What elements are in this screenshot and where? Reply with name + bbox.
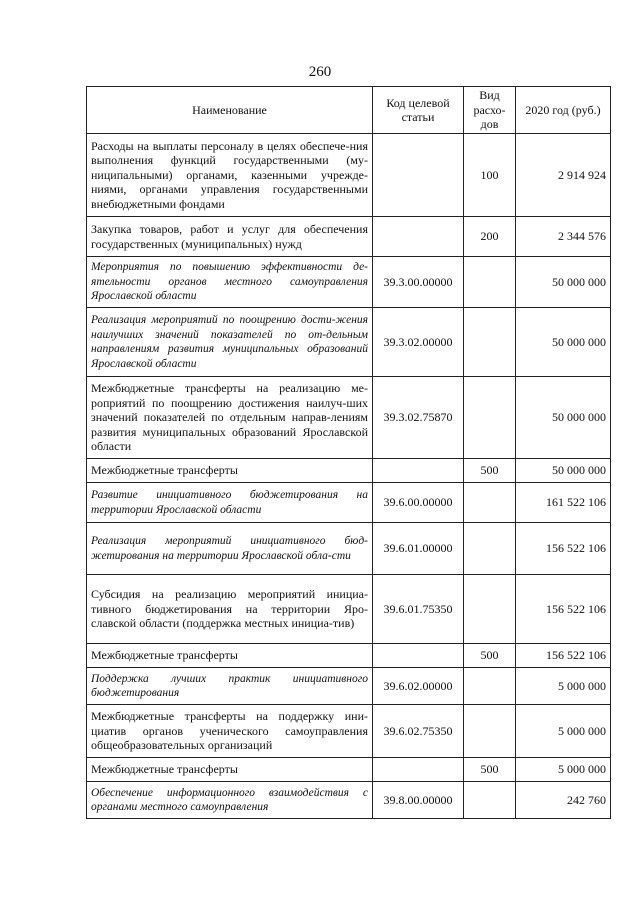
table-row — [87, 257, 611, 308]
row-name: Обеспечение информационного взаимодействия с органами местного самоуправления — [87, 782, 373, 819]
row-name: Мероприятия по повышению эффективности де-ятельности органов местного самоуправления Ярославской области — [87, 257, 373, 308]
table-row — [87, 758, 611, 782]
row-type — [464, 483, 516, 523]
row-name: Межбюджетные трансферты на поддержку ини-циатив органов ученического самоуправления общеобразовательных организаций — [87, 705, 373, 758]
row-name: Расходы на выплаты персоналу в целях обеспече-ния выполнения функций государственными (му-ниципальными) органами, казенными учрежде-ниями, органами управления государственными внебюджетными фондами — [87, 134, 373, 217]
row-type — [464, 523, 516, 575]
row-name: Субсидия на реализацию мероприятий инициа-тивного бюджетирования на территории Яро-славской области (поддержка местных инициа-тив) — [87, 575, 373, 644]
row-name: Межбюджетные трансферты — [87, 644, 373, 668]
table-row — [87, 668, 611, 705]
row-code: 39.3.02.75870 — [373, 377, 464, 459]
row-type: 100 — [464, 134, 516, 217]
header-amount: 2020 год (руб.) — [516, 87, 611, 134]
row-type: 500 — [464, 758, 516, 782]
row-code: 39.3.00.00000 — [373, 257, 464, 308]
row-code — [373, 217, 464, 257]
page-number: 260 — [308, 64, 332, 80]
row-amount: 242 760 — [516, 782, 611, 819]
table-row — [87, 782, 611, 819]
table-row — [87, 377, 611, 459]
row-amount: 50 000 000 — [516, 459, 611, 483]
table-row — [87, 483, 611, 523]
row-name: Закупка товаров, работ и услуг для обеспечения государственных (муниципальных) нужд — [87, 217, 373, 257]
table-row — [87, 575, 611, 644]
table-row — [87, 308, 611, 377]
row-code: 39.6.02.75350 — [373, 705, 464, 758]
row-code: 39.3.02.00000 — [373, 308, 464, 377]
row-amount: 50 000 000 — [516, 377, 611, 459]
header-code: Код целевой статьи — [373, 87, 464, 134]
row-amount: 156 522 106 — [516, 575, 611, 644]
header-type: Вид расхо-дов — [464, 87, 516, 134]
table-row — [87, 705, 611, 758]
row-type — [464, 377, 516, 459]
row-amount: 161 522 106 — [516, 483, 611, 523]
row-name: Реализация мероприятий инициативного бюд-жетирования на территории Ярославской обла-сти — [87, 523, 373, 575]
row-amount: 50 000 000 — [516, 308, 611, 377]
row-name: Межбюджетные трансферты — [87, 459, 373, 483]
row-code: 39.8.00.00000 — [373, 782, 464, 819]
row-type — [464, 782, 516, 819]
row-type: 500 — [464, 459, 516, 483]
table-row — [87, 644, 611, 668]
row-amount: 50 000 000 — [516, 257, 611, 308]
row-code — [373, 134, 464, 217]
row-type — [464, 705, 516, 758]
row-type — [464, 308, 516, 377]
row-code — [373, 459, 464, 483]
row-type: 200 — [464, 217, 516, 257]
row-name: Развитие инициативного бюджетирования на территории Ярославской области — [87, 483, 373, 523]
row-amount: 5 000 000 — [516, 705, 611, 758]
header-name: Наименование — [87, 87, 373, 134]
row-name: Межбюджетные трансферты — [87, 758, 373, 782]
row-code: 39.6.01.00000 — [373, 523, 464, 575]
row-amount: 2 344 576 — [516, 217, 611, 257]
row-code — [373, 644, 464, 668]
row-code — [373, 758, 464, 782]
row-name: Реализация мероприятий по поощрению дости-жения наилучших значений показателей по от-дельным направлениям развития муниципальных образований Ярославской области — [87, 308, 373, 377]
row-type: 500 — [464, 644, 516, 668]
row-amount: 5 000 000 — [516, 758, 611, 782]
table-header-row — [87, 87, 611, 134]
row-type — [464, 575, 516, 644]
row-amount: 156 522 106 — [516, 523, 611, 575]
row-amount: 5 000 000 — [516, 668, 611, 705]
row-type — [464, 257, 516, 308]
table-row — [87, 217, 611, 257]
row-code: 39.6.01.75350 — [373, 575, 464, 644]
budget-table — [86, 86, 611, 819]
table-row — [87, 134, 611, 217]
row-name: Поддержка лучших практик инициативного бюджетирования — [87, 668, 373, 705]
row-amount: 156 522 106 — [516, 644, 611, 668]
row-name: Межбюджетные трансферты на реализацию ме-роприятий по поощрению достижения наилуч-ших значений показателей по отдельным направ-лениям развития муниципальных образований Ярославской области — [87, 377, 373, 459]
row-amount: 2 914 924 — [516, 134, 611, 217]
table-row — [87, 523, 611, 575]
row-code: 39.6.00.00000 — [373, 483, 464, 523]
table-row — [87, 459, 611, 483]
row-type — [464, 668, 516, 705]
row-code: 39.6.02.00000 — [373, 668, 464, 705]
